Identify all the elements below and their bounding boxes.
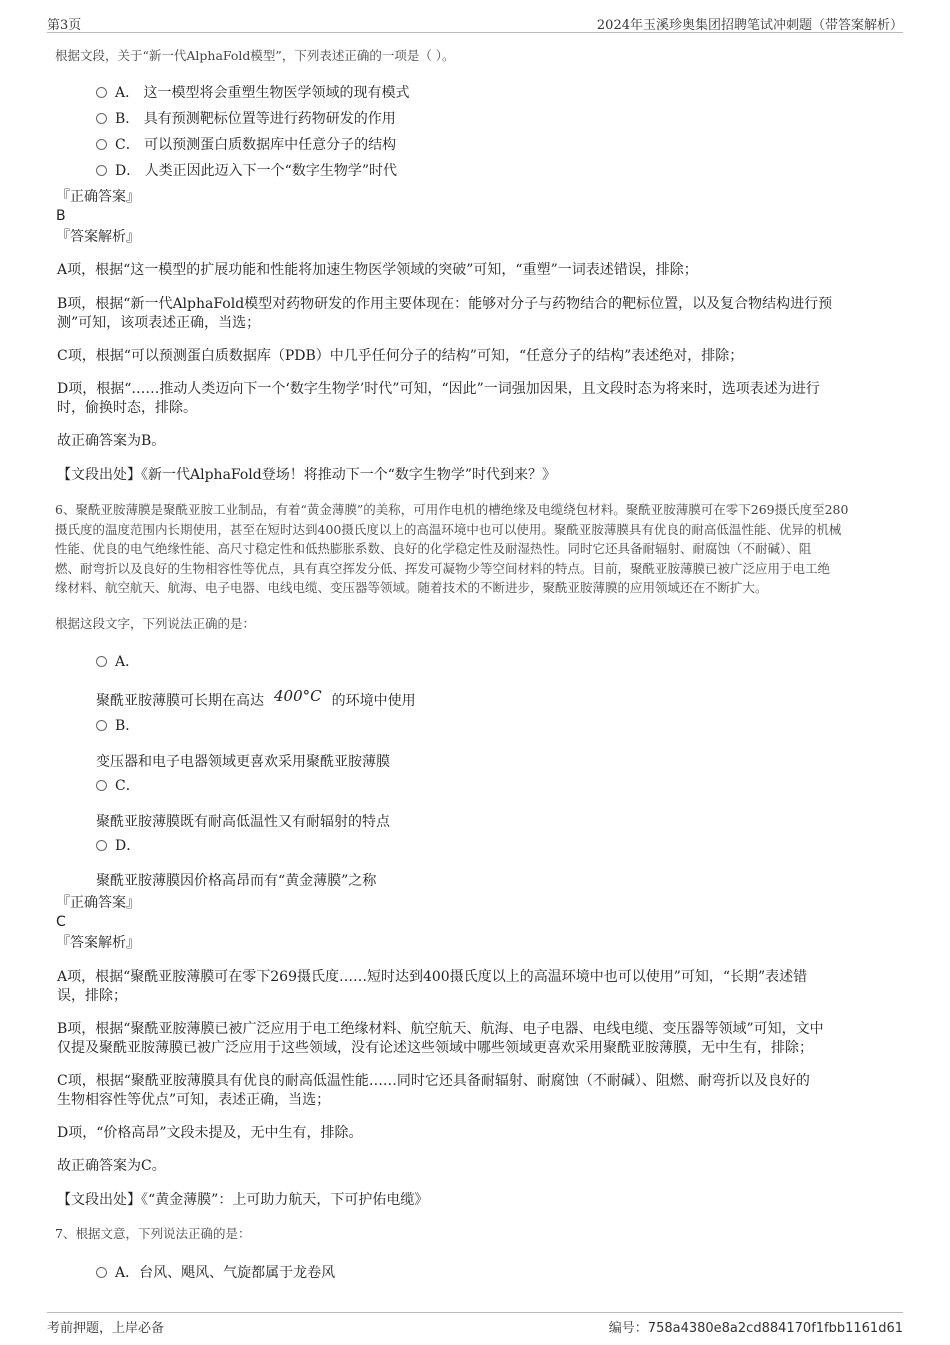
radio-icon[interactable] — [96, 87, 107, 98]
q5-option-c[interactable]: C． 可以预测蛋白质数据库中任意分子的结构 — [96, 134, 396, 154]
q5-answer: B — [56, 208, 66, 224]
radio-icon[interactable] — [96, 113, 107, 124]
q5-analysis-c: C项，根据“可以预测蛋白质数据库（PDB）中几乎任何分子的结构”可知，“任意分子的结构”表述绝对，排除； — [57, 348, 744, 364]
radio-icon[interactable] — [96, 139, 107, 150]
q6-source: 【文段出处】《“黄金薄膜”：上可助力航天，下可护佑电缆》 — [57, 1192, 429, 1208]
q6-conclusion: 故正确答案为C。 — [57, 1158, 166, 1174]
q7-option-a[interactable]: A．台风、飓风、气旋都属于龙卷风 — [96, 1262, 335, 1282]
q5-source: 【文段出处】《新一代AlphaFold登场！将推动下一个“数字生物学”时代到来？》 — [57, 467, 557, 483]
q5-answer-label: 『正确答案』 — [56, 189, 140, 205]
radio-icon[interactable] — [96, 656, 107, 667]
radio-icon[interactable] — [96, 780, 107, 791]
q6-passage-line: 6、聚酰亚胺薄膜是聚酰亚胺工业制品，有着“黄金薄膜”的美称，可用作电机的槽绝缘及电缆绕包材料。聚酰亚胺薄膜可在零下269摄氏度至280 — [55, 502, 849, 517]
radio-icon[interactable] — [96, 840, 107, 851]
q6-option-a-text: 聚酰亚胺薄膜可长期在高达 400°C 的环境中使用 — [96, 687, 416, 709]
q6-answer-label: 『正确答案』 — [56, 895, 140, 911]
q6-passage-line: 性能、优良的电气绝缘性能、高尺寸稳定性和低热膨胀系数、良好的化学稳定性及耐湿热性。同时它还具备耐辐射、耐腐蚀（不耐碱）、阻 — [55, 541, 812, 556]
q5-analysis-d2: 时，偷换时态，排除。 — [57, 400, 197, 416]
page-number: 第3页 — [47, 18, 82, 33]
q6-option-b-text: 变压器和电子电器领域更喜欢采用聚酰亚胺薄膜 — [96, 754, 390, 770]
q6-analysis-d: D项，“价格高昂”文段未提及，无中生有，排除。 — [57, 1125, 363, 1141]
q6-option-d-text: 聚酰亚胺薄膜因价格高昂而有“黄金薄膜”之称 — [96, 873, 377, 889]
q5-stem: 根据文段，关于“新一代AlphaFold模型”，下列表述正确的一项是（ ）。 — [55, 48, 455, 63]
q5-analysis-b1: B项，根据“新一代AlphaFold模型对药物研发的作用主要体现在：能够对分子与药物结合的靶标位置，以及复合物结构进行预 — [57, 296, 833, 312]
q5-analysis-b2: 测”可知，该项表述正确，当选； — [57, 315, 261, 331]
q6-answer: C — [56, 914, 66, 930]
q6-passage-line: 缘材料、航空航天、航海、电子电器、电线电缆、变压器等领域。随着技术的不断进步，聚酰亚胺薄膜的应用领域还在不断扩大。 — [55, 580, 768, 595]
q6-passage — [55, 500, 848, 598]
q5-option-a[interactable]: A． 这一模型将会重塑生物医学领域的现有模式 — [96, 82, 410, 102]
q5-option-b[interactable]: B． 具有预测靶标位置等进行药物研发的作用 — [96, 108, 396, 128]
footer-slogan: 考前押题，上岸必备 — [47, 1321, 165, 1336]
page-footer — [47, 1312, 903, 1337]
temperature-math: 400°C — [274, 687, 322, 705]
q6-option-d[interactable]: D． — [96, 835, 140, 855]
q5-analysis-label: 『答案解析』 — [56, 229, 140, 245]
q6-analysis-label: 『答案解析』 — [56, 935, 140, 951]
document-code: 编号：758a4380e8a2cd884170f1fbb1161d61 — [608, 1321, 903, 1336]
q5-option-d[interactable]: D． 人类正因此迈入下一个“数字生物学”时代 — [96, 160, 397, 180]
q5-analysis-d1: D项，根据“……推动人类迈向下一个‘数字生物学’时代”可知，“因此”一词强加因果，且文段时态为将来时，选项表述为进行 — [57, 381, 820, 397]
page-header — [47, 12, 903, 33]
q7-stem: 7、根据文意，下列说法正确的是： — [55, 1226, 251, 1241]
q6-analysis-b1: B项，根据“聚酰亚胺薄膜已被广泛应用于电工绝缘材料、航空航天、航海、电子电器、电线电缆、变压器等领域”可知，文中 — [57, 1021, 824, 1037]
q6-passage-line: 摄氏度的温度范围内长期使用，甚至在短时达到400摄氏度以上的高温环境中也可以使用。聚酰亚胺薄膜具有优良的耐高低温性能、优异的机械 — [55, 521, 842, 537]
q6-passage-line: 燃、耐弯折以及良好的生物相容性等优点，具有真空挥发分低、挥发可凝物少等空间材料的特点。目前，聚酰亚胺薄膜已被广泛应用于电工绝 — [55, 560, 831, 576]
q6-analysis-c2: 生物相容性等优点”可知，表述正确，当选； — [57, 1092, 331, 1108]
q6-analysis-a2: 误，排除； — [57, 988, 127, 1004]
q6-option-a[interactable]: A． — [96, 651, 139, 671]
q6-stem: 根据这段文字，下列说法正确的是： — [55, 616, 256, 631]
radio-icon[interactable] — [96, 165, 107, 176]
q6-analysis-c1: C项，根据“聚酰亚胺薄膜具有优良的耐高低温性能……同时它还具备耐辐射、耐腐蚀（不耐碱）、阻燃、耐弯折以及良好的 — [57, 1073, 810, 1089]
q5-conclusion: 故正确答案为B。 — [57, 433, 166, 449]
q6-analysis-a1: A项，根据“聚酰亚胺薄膜可在零下269摄氏度……短时达到400摄氏度以上的高温环境中也可以使用”可知，“长期”表述错 — [57, 969, 808, 985]
q6-option-c-text: 聚酰亚胺薄膜既有耐高低温性又有耐辐射的特点 — [96, 814, 390, 830]
q6-analysis-b2: 仅提及聚酰亚胺薄膜已被广泛应用于这些领域，没有论述这些领域中哪些领域更喜欢采用聚酰亚胺薄膜，无中生有，排除； — [57, 1040, 813, 1056]
radio-icon[interactable] — [96, 720, 107, 731]
q5-analysis-a: A项，根据“这一模型的扩展功能和性能将加速生物医学领域的突破”可知，“重塑”一词表述错误，排除； — [57, 262, 698, 278]
document-title: 2024年玉溪珍奥集团招聘笔试冲刺题（带答案解析） — [596, 18, 903, 33]
q6-option-c[interactable]: C． — [96, 775, 140, 795]
q6-option-b[interactable]: B． — [96, 715, 139, 735]
radio-icon[interactable] — [96, 1267, 107, 1278]
